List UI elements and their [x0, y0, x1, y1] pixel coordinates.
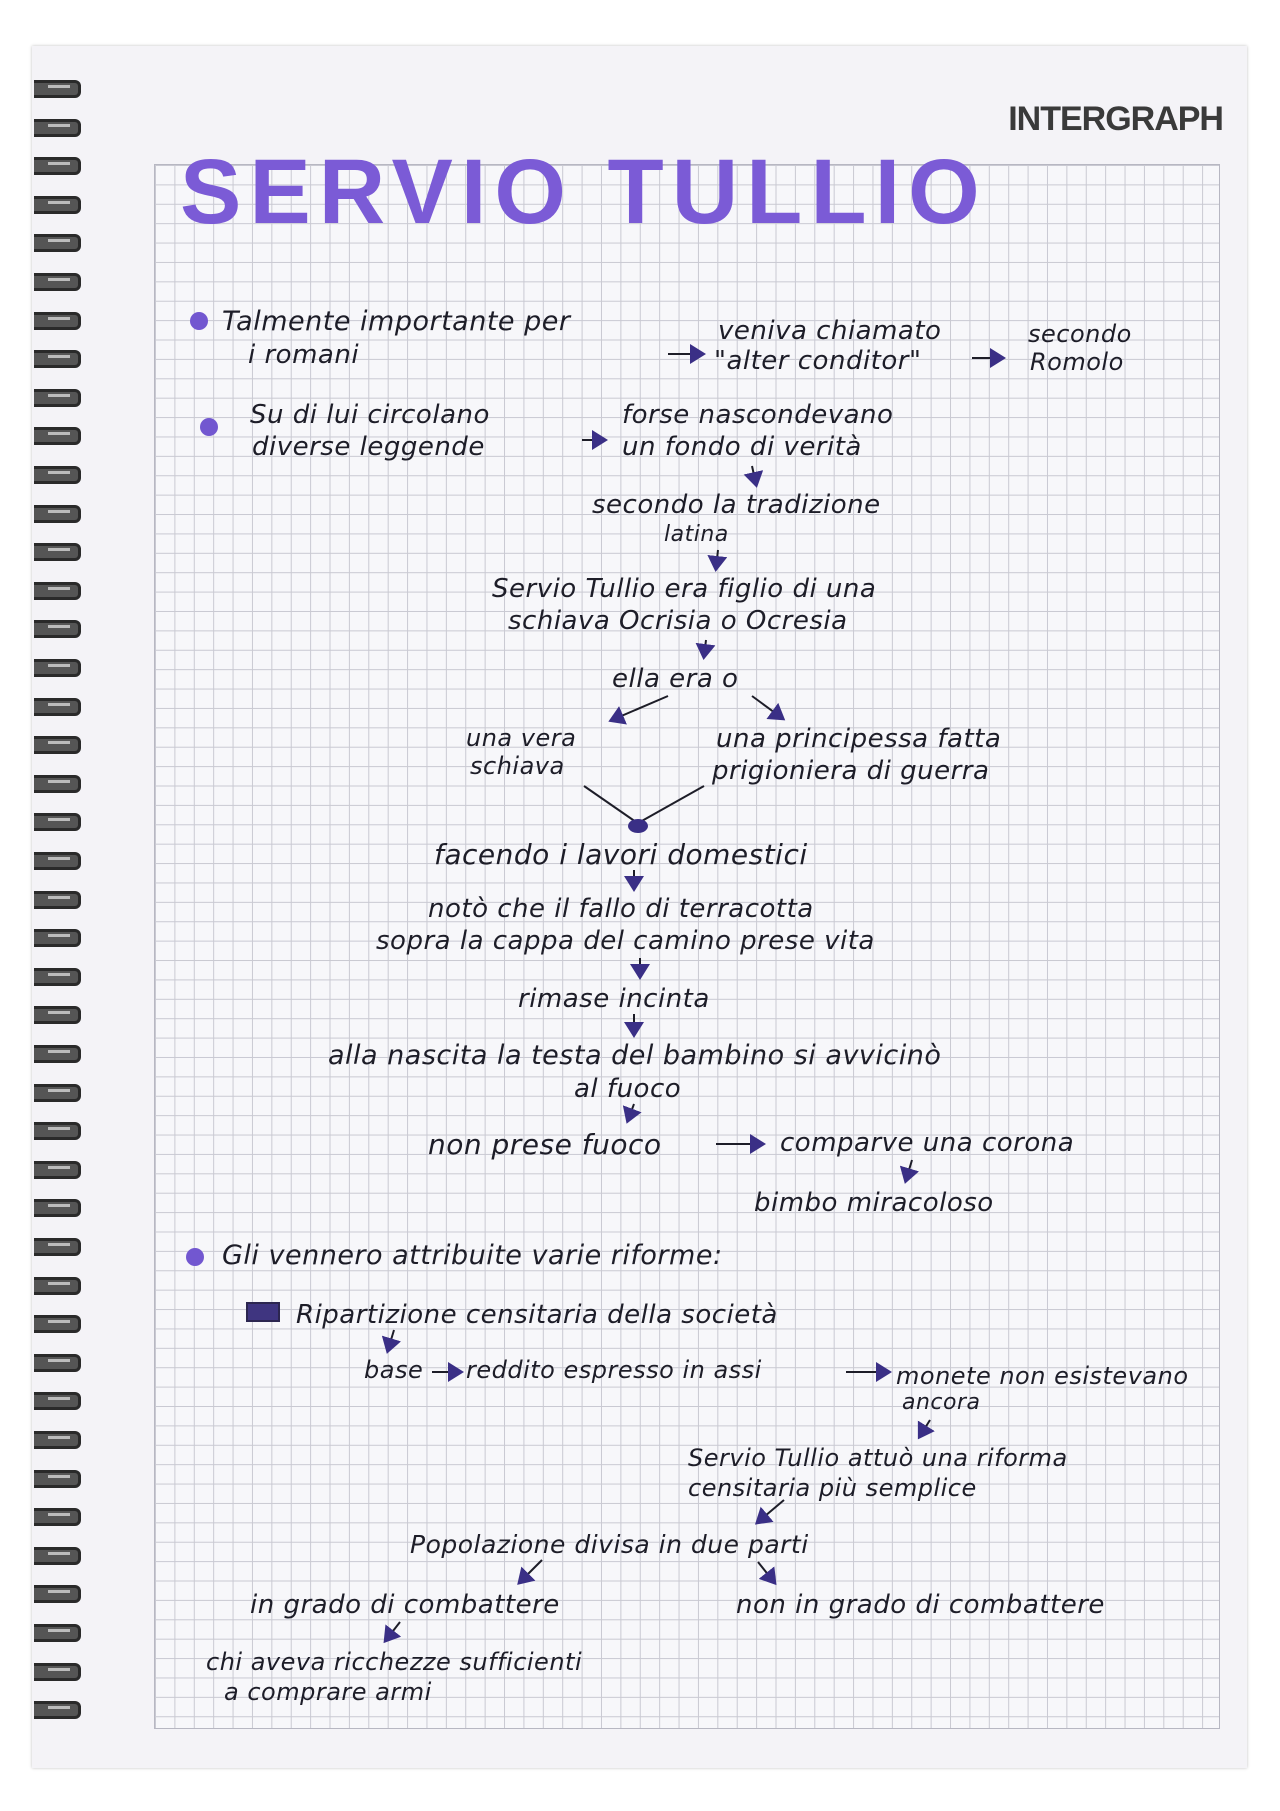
note-figlio-1: Servio Tullio era figlio di una	[492, 574, 877, 604]
note-fuoco: non prese fuoco	[428, 1128, 662, 1161]
spiral-ring	[34, 157, 81, 175]
note-monete-1: monete non esistevano	[896, 1362, 1189, 1390]
note-principessa-1: una principessa fatta	[716, 724, 1002, 754]
note-incinta: rimase incinta	[518, 984, 710, 1014]
note-principessa-2: prigioniera di guerra	[712, 756, 990, 786]
page-title: SERVIO TULLIO	[180, 141, 988, 243]
note-reddito: reddito espresso in assi	[466, 1356, 762, 1384]
spiral-ring	[34, 234, 81, 252]
note-popolazione: Popolazione divisa in due parti	[410, 1530, 809, 1559]
spiral-ring	[34, 1392, 81, 1410]
spiral-ring	[34, 813, 81, 831]
spiral-ring	[34, 389, 81, 407]
note-chi-1: chi aveva ricchezze sufficienti	[206, 1648, 583, 1676]
spiral-ring	[34, 659, 81, 677]
spiral-ring	[34, 620, 81, 638]
note-noto-1: notò che il fallo di terracotta	[428, 894, 814, 924]
spiral-ring	[34, 1238, 81, 1256]
note-chiamato-2: "alter conditor"	[714, 346, 922, 376]
note-vera-2: schiava	[470, 752, 565, 780]
spiral-ring	[34, 1315, 81, 1333]
note-ripartizione: Ripartizione censitaria della società	[296, 1300, 778, 1330]
note-ella: ella era o	[612, 664, 739, 694]
spiral-ring	[34, 698, 81, 716]
note-leggende-2: diverse leggende	[252, 432, 485, 462]
note-servio-2: censitaria più semplice	[688, 1474, 977, 1502]
bullet-3	[186, 1248, 204, 1266]
note-secondo-1: secondo	[1028, 320, 1132, 348]
spiral-ring	[34, 1199, 81, 1217]
note-lavori: facendo i lavori domestici	[434, 838, 808, 871]
spiral-ring	[34, 119, 81, 137]
note-vera-1: una vera	[466, 724, 577, 752]
spiral-ring	[34, 1585, 81, 1603]
square-bullet	[246, 1302, 280, 1322]
spiral-ring	[34, 312, 81, 330]
note-figlio-2: schiava Ocrisia o Ocresia	[508, 606, 848, 636]
brand-logo: INTERGRAPH	[1008, 100, 1223, 138]
spiral-ring	[34, 1045, 81, 1063]
spiral-ring	[34, 1431, 81, 1449]
spiral-ring	[34, 968, 81, 986]
spiral-ring	[34, 466, 81, 484]
spiral-ring	[34, 1547, 81, 1565]
spiral-binding	[32, 46, 102, 1768]
note-chiamato-1: veniva chiamato	[718, 316, 942, 346]
spiral-ring	[34, 1663, 81, 1681]
note-non-grado: non in grado di combattere	[736, 1590, 1105, 1620]
note-base: base	[364, 1356, 424, 1384]
spiral-ring	[34, 1277, 81, 1295]
note-noto-2: sopra la cappa del camino prese vita	[376, 926, 875, 956]
spiral-ring	[34, 1470, 81, 1488]
spiral-ring	[34, 1084, 81, 1102]
bullet-1	[190, 312, 208, 330]
note-leggende-1: Su di lui circolano	[250, 400, 490, 430]
spiral-ring	[34, 1006, 81, 1024]
note-riforme: Gli vennero attribuite varie riforme:	[222, 1240, 723, 1271]
note-forse-1: forse nascondevano	[622, 400, 894, 430]
note-servio-1: Servio Tullio attuò una riforma	[688, 1444, 1068, 1472]
note-tradizione-1: secondo la tradizione	[592, 490, 881, 520]
spiral-ring	[34, 1508, 81, 1526]
spiral-ring	[34, 775, 81, 793]
spiral-ring	[34, 80, 81, 98]
note-chi-2: a comprare armi	[224, 1678, 432, 1706]
note-secondo-2: Romolo	[1030, 348, 1124, 376]
note-tradizione-2: latina	[664, 522, 729, 547]
spiral-ring	[34, 929, 81, 947]
note-corona: comparve una corona	[780, 1128, 1075, 1158]
note-nascita-1: alla nascita la testa del bambino si avvicinò	[328, 1040, 942, 1071]
spiral-ring	[34, 852, 81, 870]
note-importante-2: i romani	[248, 340, 360, 370]
note-importante-1: Talmente importante per	[222, 306, 571, 337]
spiral-ring	[34, 1624, 81, 1642]
spiral-ring	[34, 1122, 81, 1140]
spiral-ring	[34, 273, 81, 291]
spiral-ring	[34, 350, 81, 368]
spiral-ring	[34, 891, 81, 909]
spiral-ring	[34, 736, 81, 754]
spiral-ring	[34, 427, 81, 445]
note-bimbo: bimbo miracoloso	[754, 1188, 994, 1218]
spiral-ring	[34, 1354, 81, 1372]
spiral-ring	[34, 543, 81, 561]
note-forse-2: un fondo di verità	[622, 432, 862, 462]
spiral-ring	[34, 505, 81, 523]
note-grado: in grado di combattere	[250, 1590, 560, 1620]
spiral-ring	[34, 582, 81, 600]
spiral-ring	[34, 1701, 81, 1719]
note-monete-2: ancora	[902, 1390, 981, 1415]
spiral-ring	[34, 196, 81, 214]
bullet-2	[200, 418, 218, 436]
note-nascita-2: al fuoco	[574, 1074, 682, 1104]
spiral-ring	[34, 1161, 81, 1179]
